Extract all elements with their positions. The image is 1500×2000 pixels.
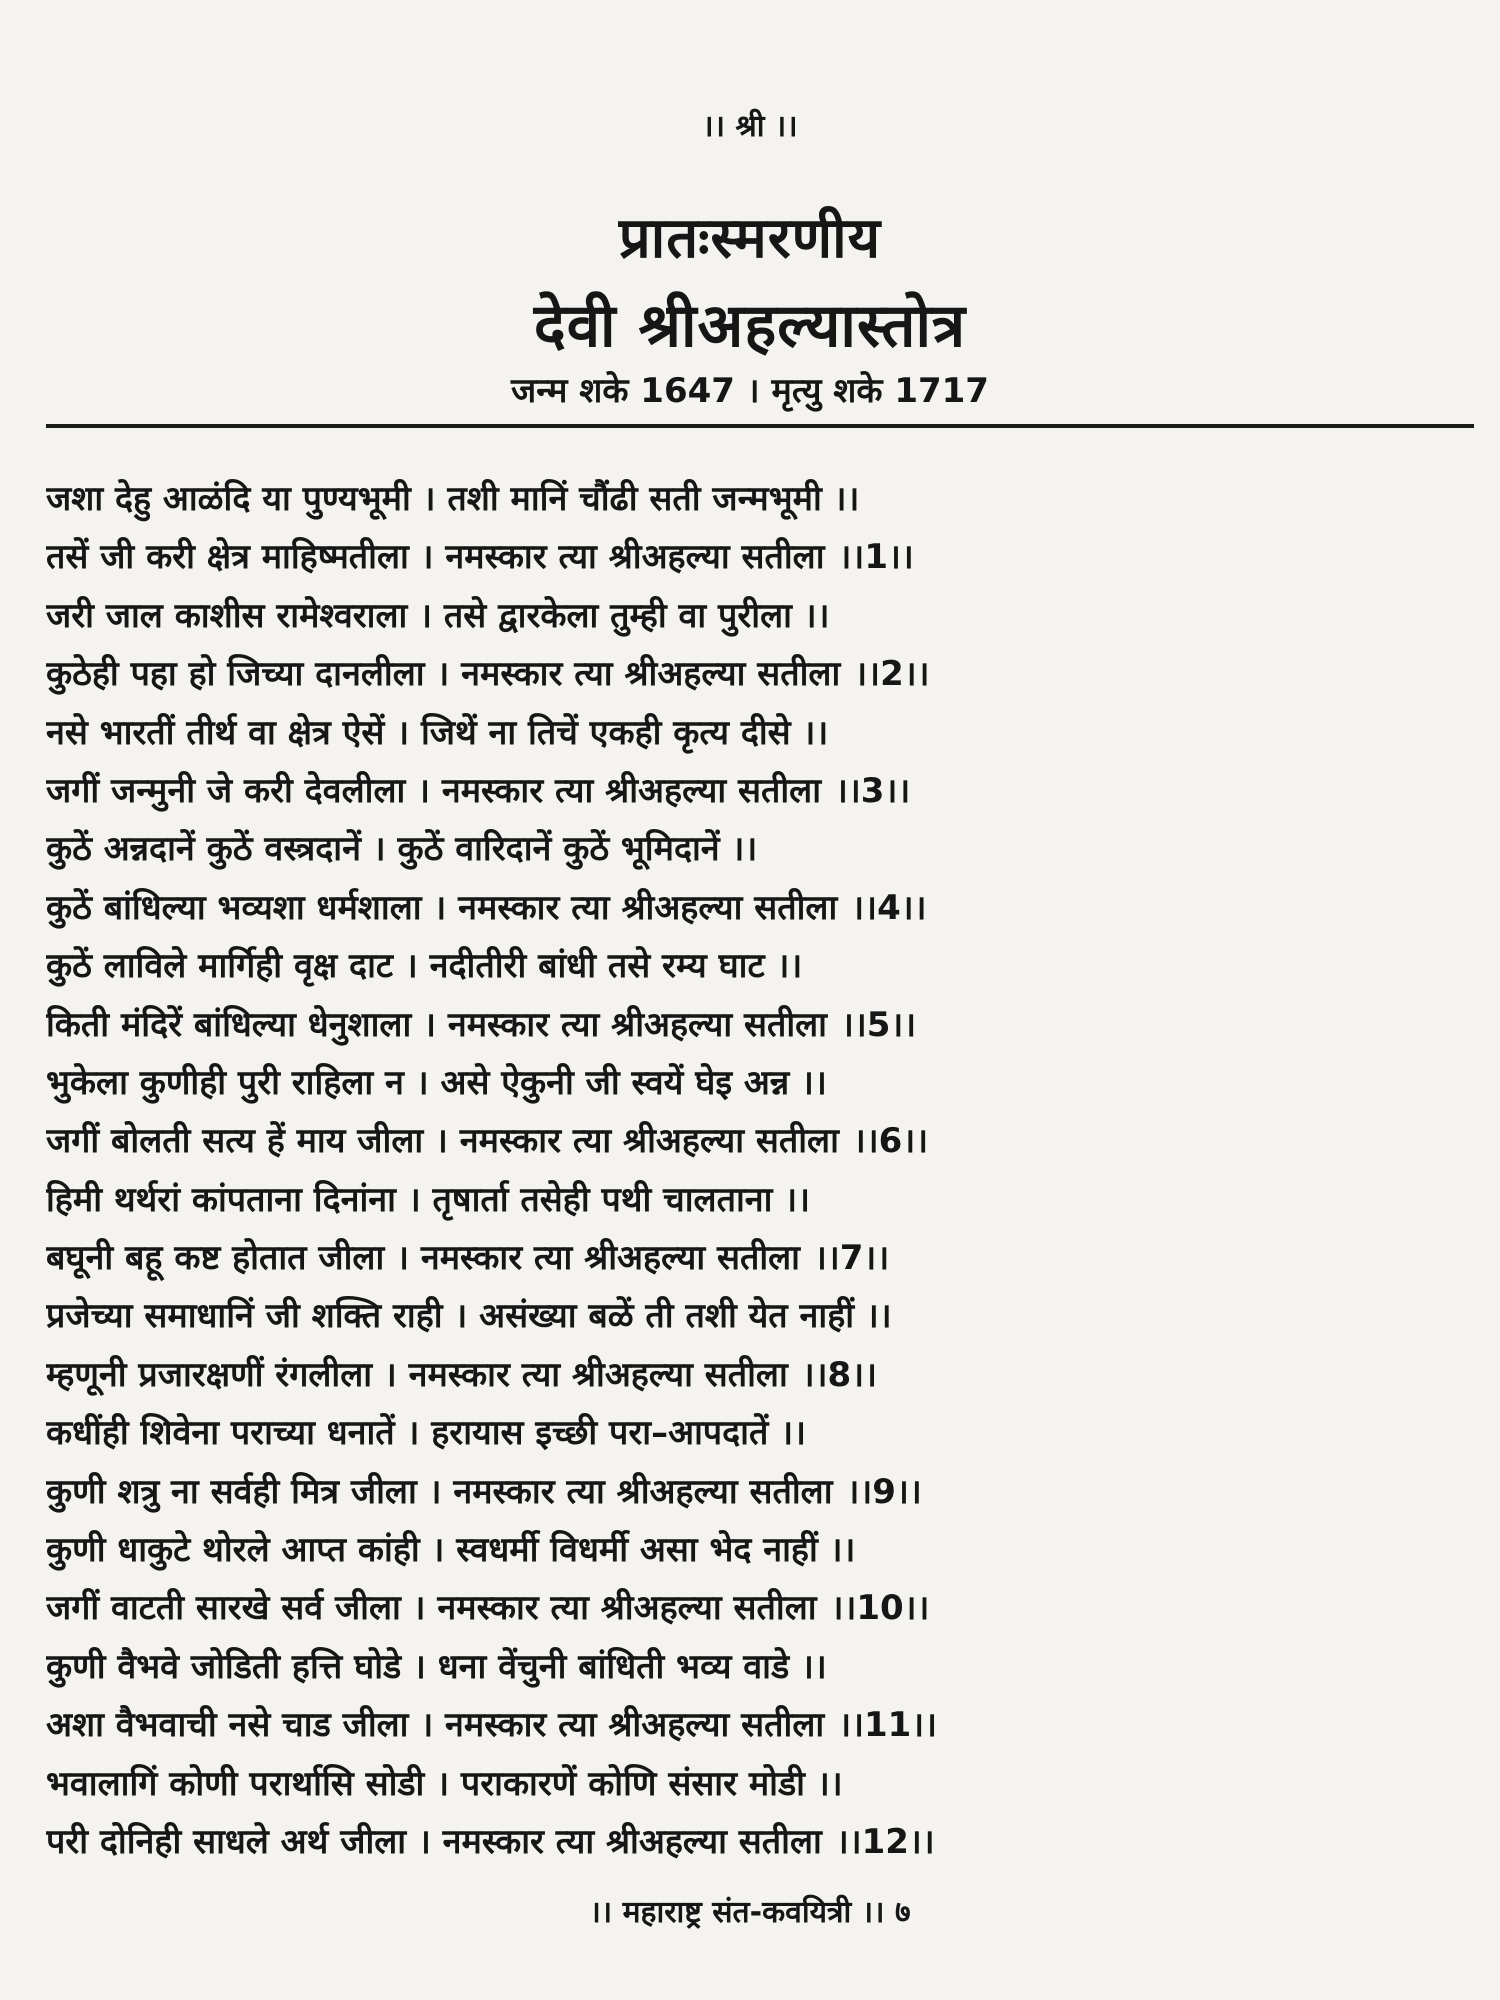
verse-line bbox=[46, 1463, 1476, 1521]
verse-text: तसें जी करी क्षेत्र माहिष्मतीला । नमस्कार त्या श्रीअहल्या सतीला bbox=[46, 537, 825, 578]
verse-line bbox=[46, 645, 1476, 703]
verse-number: ।।3।। bbox=[835, 770, 911, 811]
birth-death-dates: जन्म शके 1647 । मृत्यु शके 1717 bbox=[511, 371, 989, 411]
verse-line bbox=[46, 937, 1476, 995]
verse-text: कुणी वैभवे जोडिती हत्ति घोडे । धना वेंचुनी बांधिती भव्य वाडे ।। bbox=[46, 1646, 827, 1687]
verse-number: ।।10।। bbox=[830, 1588, 930, 1629]
verse-line bbox=[46, 996, 1476, 1054]
verse-line bbox=[46, 1287, 1476, 1345]
verse-text: कधींही शिवेना पराच्या धनातें । हरायास इच्छी परा–आपदातें ।। bbox=[46, 1413, 806, 1454]
verse-text: भुकेला कुणीही पुरी राहिला न । असे ऐकुनी जी स्वयें घेइ अन्न ।। bbox=[46, 1062, 827, 1103]
verse-number: ।।1।। bbox=[838, 537, 914, 578]
verse-line bbox=[46, 879, 1476, 937]
verse-text: कुठें लाविले मार्गिही वृक्ष दाट । नदीतीरी बांधी तसे रम्य घाट ।। bbox=[46, 946, 803, 987]
verse-list bbox=[46, 470, 1476, 1871]
verse-number: ।।12।। bbox=[835, 1821, 935, 1862]
verse-line bbox=[46, 762, 1476, 820]
verse-line bbox=[46, 1638, 1476, 1696]
verse-text: अशा वैभवाची नसे चाड जीला । नमस्कार त्या श्रीअहल्या सतीला bbox=[46, 1705, 825, 1746]
verse-line bbox=[46, 1054, 1476, 1112]
verse-line bbox=[46, 1521, 1476, 1579]
verse-text: जगीं जन्मुनी जे करी देवलीला । नमस्कार त्या श्रीअहल्या सतीला bbox=[46, 770, 822, 811]
verse-line bbox=[46, 528, 1476, 586]
verse-text: जगीं वाटती सारखे सर्व जीला । नमस्कार त्या श्रीअहल्या सतीला bbox=[46, 1588, 817, 1629]
verse-text: जशा देहु आळंदि या पुण्यभूमी । तशी मानिं चौंढी सती जन्मभूमी ।। bbox=[46, 479, 860, 519]
verse-line bbox=[46, 587, 1476, 645]
verse-line bbox=[46, 704, 1476, 762]
verse-number: ।।11।। bbox=[838, 1705, 938, 1746]
verse-line bbox=[46, 1579, 1476, 1637]
verse-text: परी दोनिही साधले अर्थ जीला । नमस्कार त्या श्रीअहल्या सतीला bbox=[46, 1821, 822, 1862]
invocation: ।। श्री ।। bbox=[702, 109, 798, 144]
verse-line bbox=[46, 1755, 1476, 1813]
verse-text: कुणी शत्रु ना सर्वही मित्र जीला । नमस्कार त्या श्रीअहल्या सतीला bbox=[46, 1471, 833, 1512]
title-line-1: प्रातःस्मरणीय bbox=[618, 206, 882, 271]
verse-number: ।।9।। bbox=[846, 1471, 922, 1512]
page-footer: ।। महाराष्ट्र संत-कवयित्री ।। ७ bbox=[589, 1895, 911, 1930]
verse-text: भवालागिं कोणी परार्थासि सोडी । पराकारणें कोणि संसार मोडी ।। bbox=[46, 1763, 843, 1804]
verse-text: जगीं बोलती सत्य हें माय जीला । नमस्कार त्या श्रीअहल्या सतीला bbox=[46, 1121, 839, 1162]
verse-line bbox=[46, 470, 1476, 528]
verse-text: कुठें बांधिल्या भव्यशा धर्मशाला । नमस्कार त्या श्रीअहल्या सतीला bbox=[46, 887, 838, 928]
verse-text: बघूनी बहू कष्ट होतात जीला । नमस्कार त्या श्रीअहल्या सतीला bbox=[46, 1238, 800, 1279]
verse-line bbox=[46, 1171, 1476, 1229]
verse-text: नसे भारतीं तीर्थ वा क्षेत्र ऐसें । जिथें ना तिचें एकही कृत्य दीसे ।। bbox=[46, 712, 829, 753]
divider bbox=[46, 424, 1474, 428]
verse-text: कुठेही पहा हो जिच्या दानलीला । नमस्कार त्या श्रीअहल्या सतीला bbox=[46, 654, 841, 695]
verse-number: ।।6।। bbox=[852, 1121, 929, 1162]
verse-line bbox=[46, 1346, 1476, 1404]
verse-number: ।।5।। bbox=[840, 1004, 917, 1045]
verse-text: हिमी थर्थरां कांपताना दिनांना । तृषार्ता तसेही पथी चालताना ।। bbox=[46, 1179, 811, 1220]
page-title: देवी श्रीअहल्यास्तोत्र bbox=[533, 291, 967, 361]
verse-text: जरी जाल काशीस रामेश्वराला । तसे द्वारकेला तुम्ही वा पुरीला ।। bbox=[46, 595, 830, 636]
verse-number: ।।7।। bbox=[814, 1238, 890, 1279]
verse-line bbox=[46, 1813, 1476, 1871]
verse-number: ।।4।। bbox=[851, 887, 927, 928]
verse-text: किती मंदिरें बांधिल्या धेनुशाला । नमस्कार त्या श्रीअहल्या सतीला bbox=[46, 1004, 827, 1045]
verse-line bbox=[46, 1112, 1476, 1170]
verse-text: प्रजेच्या समाधानिं जी शक्ति राही । असंख्या बळें ती तशी येत नाहीं ।। bbox=[46, 1296, 892, 1337]
verse-text: कुठें अन्नदानें कुठें वस्त्रदानें । कुठें वारिदानें कुठें भूमिदानें ।। bbox=[46, 829, 758, 870]
verse-line bbox=[46, 1696, 1476, 1754]
verse-number: ।।2।। bbox=[854, 654, 930, 695]
verse-text: म्हणूनी प्रजारक्षणीं रंगलीला । नमस्कार त्या श्रीअहल्या सतीला bbox=[46, 1354, 788, 1395]
verse-line bbox=[46, 1229, 1476, 1287]
verse-number: ।।8।। bbox=[801, 1354, 877, 1395]
verse-line bbox=[46, 820, 1476, 878]
verse-line bbox=[46, 1404, 1476, 1462]
verse-text: कुणी धाकुटे थोरले आप्त कांही । स्वधर्मी विधर्मी असा भेद नाहीं ।। bbox=[46, 1530, 856, 1571]
